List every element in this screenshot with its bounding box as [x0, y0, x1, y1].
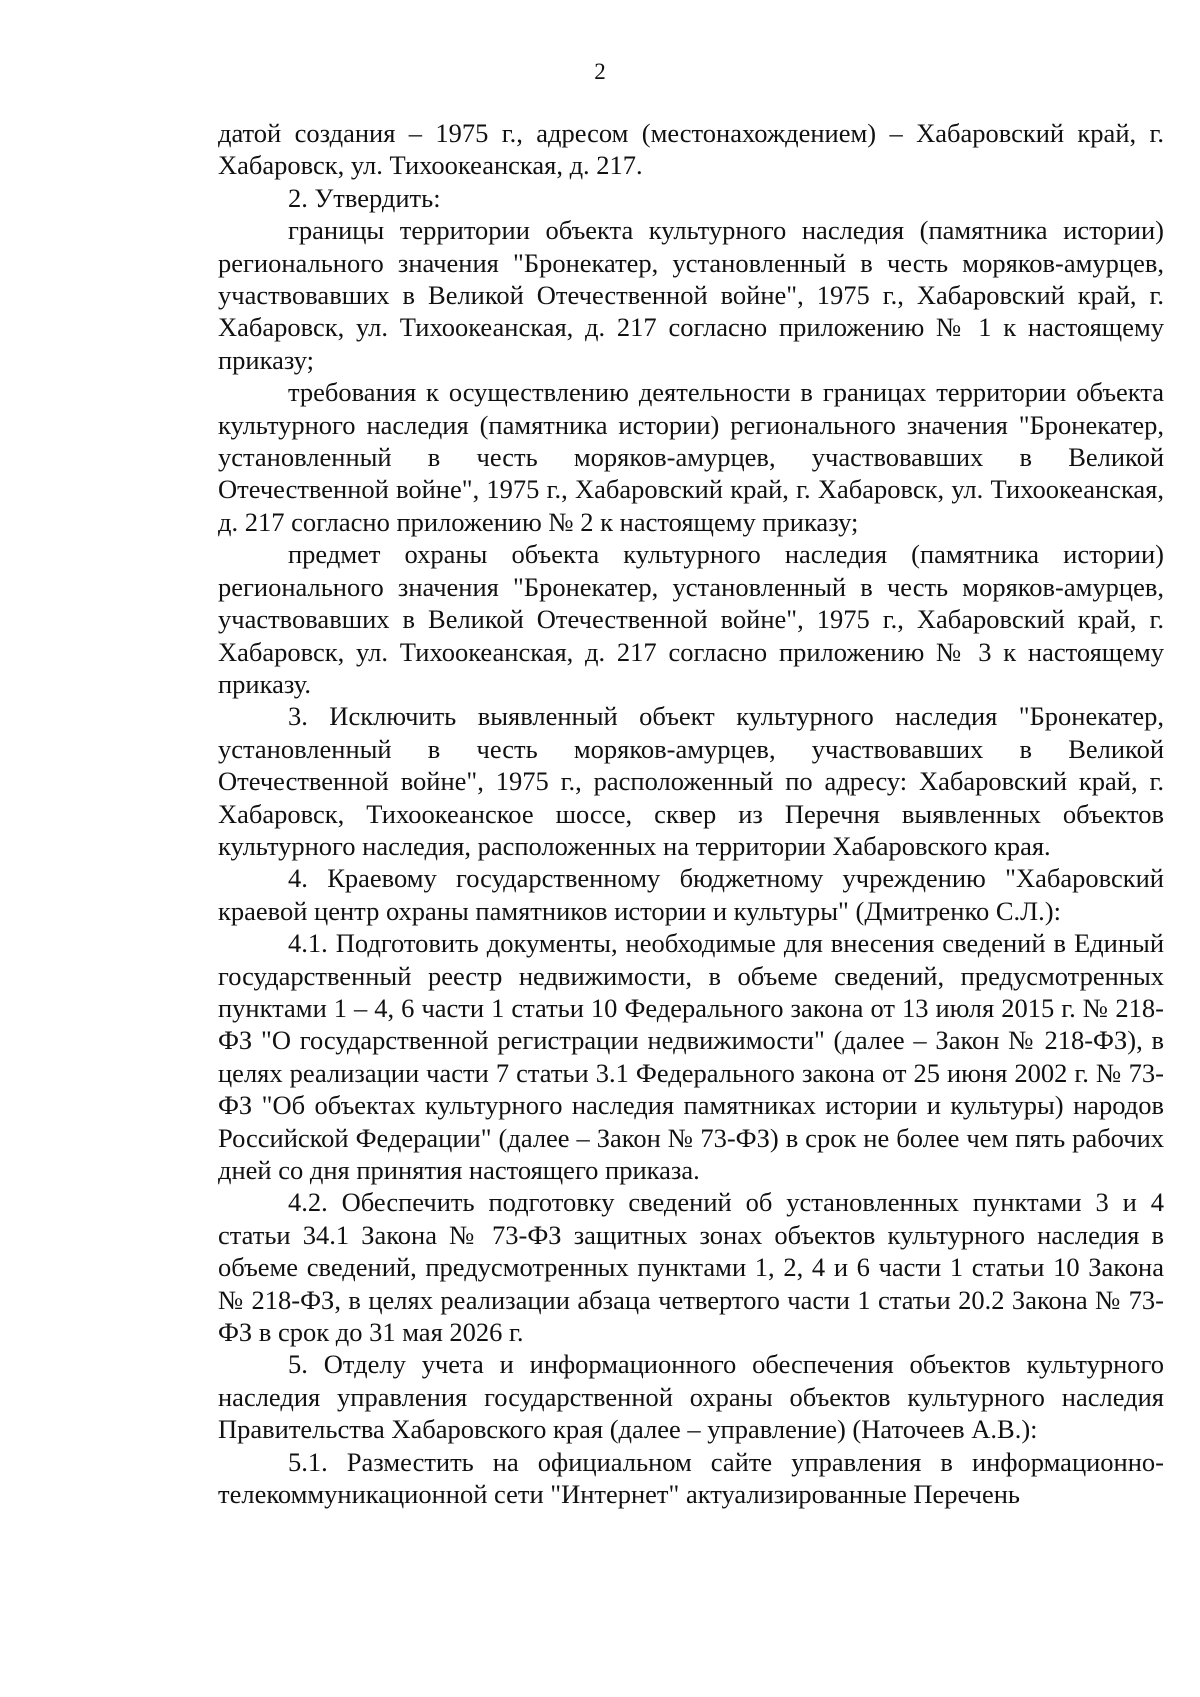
- paragraph-item-2: 2. Утвердить:: [288, 182, 441, 213]
- paragraph-item-5: 5. Отделу учета и информационного обеспечения объектов культурного наследия управления государственной охраны объектов культурного наследия Правительства Хабаровского края (далее – управление) (Наточеев А.В.):: [218, 1349, 1164, 1445]
- page-number: 2: [594, 59, 606, 84]
- paragraph-item-2-protection-subject: предмет охраны объекта культурного наследия (памятника истории) регионального значения "Бронекатер, установленный в честь моряков-амурцев, участвовавших в Великой Отечественной войне", 1975 г., Хабаровский край, г. Хабаровск, ул. Тихоокеанская, д. 217 согласно приложению № 3 к настоящему приказу.: [218, 539, 1164, 699]
- paragraph-item-4-2: 4.2. Обеспечить подготовку сведений об установленных пунктами 3 и 4 статьи 34.1 Закона № 73-ФЗ защитных зонах объектов культурного наследия в объеме сведений, предусмотренных пунктами 1, 2, 4 и 6 части 1 статьи 10 Закона № 218-ФЗ, в целях реализации абзаца четвертого части 1 статьи 20.2 Закона № 73-ФЗ в срок до 31 мая 2026 г.: [218, 1187, 1164, 1348]
- paragraph-item-4: 4. Краевому государственному бюджетному учреждению "Хабаровский краевой центр охраны памятников истории и культуры" (Дмитренко С.Л.):: [218, 863, 1164, 926]
- paragraph-address: датой создания – 1975 г., адресом (местонахождением) – Хабаровский край, г. Хабаровск, ул. Тихоокеанская, д. 217.: [218, 118, 1164, 181]
- paragraph-item-2-requirements: требования к осуществлению деятельности в границах территории объекта культурного наследия (памятника истории) регионального значения "Бронекатер, установленный в честь моряков-амурцев, участвовавших в Великой Отечественной войне", 1975 г., Хабаровский край, г. Хабаровск, ул. Тихоокеанская, д. 217 согласно приложению № 2 к настоящему приказу;: [218, 377, 1164, 537]
- paragraph-item-5-1: 5.1. Разместить на официальном сайте управления в информационно-телекоммуникационной сети "Интернет" актуализированные Перечень: [218, 1446, 1164, 1510]
- paragraph-item-4-1: 4.1. Подготовить документы, необходимые для внесения сведений в Единый государственный реестр недвижимости, в объеме сведений, предусмотренных пунктами 1 – 4, 6 части 1 статьи 10 Федерального закона от 13 июля 2015 г. № 218-ФЗ "О государственной регистрации недвижимости" (далее – Закон № 218-ФЗ), в целях реализации части 7 статьи 3.1 Федерального закона от 25 июня 2002 г. № 73-ФЗ "Об объектах культурного наследия памятниках истории и культуры) народов Российской Федерации" (далее – Закон № 73-ФЗ) в срок не более чем пять рабочих дней со дня принятия настоящего приказа.: [218, 928, 1164, 1185]
- document-body: [218, 117, 1164, 1510]
- paragraph-item-2-borders: границы территории объекта культурного наследия (памятника истории) регионального значения "Бронекатер, установленный в честь моряков-амурцев, участвовавших в Великой Отечественной войне", 1975 г., Хабаровский край, г. Хабаровск, ул. Тихоокеанская, д. 217 согласно приложению № 1 к настоящему приказу;: [218, 215, 1164, 375]
- paragraph-item-3: 3. Исключить выявленный объект культурного наследия "Бронекатер, установленный в честь моряков-амурцев, участвовавших в Великой Отечественной войне", 1975 г., расположенный по адресу: Хабаровский край, г. Хабаровск, Тихоокеанское шоссе, сквер из Перечня выявленных объектов культурного наследия, расположенных на территории Хабаровского края.: [218, 701, 1164, 861]
